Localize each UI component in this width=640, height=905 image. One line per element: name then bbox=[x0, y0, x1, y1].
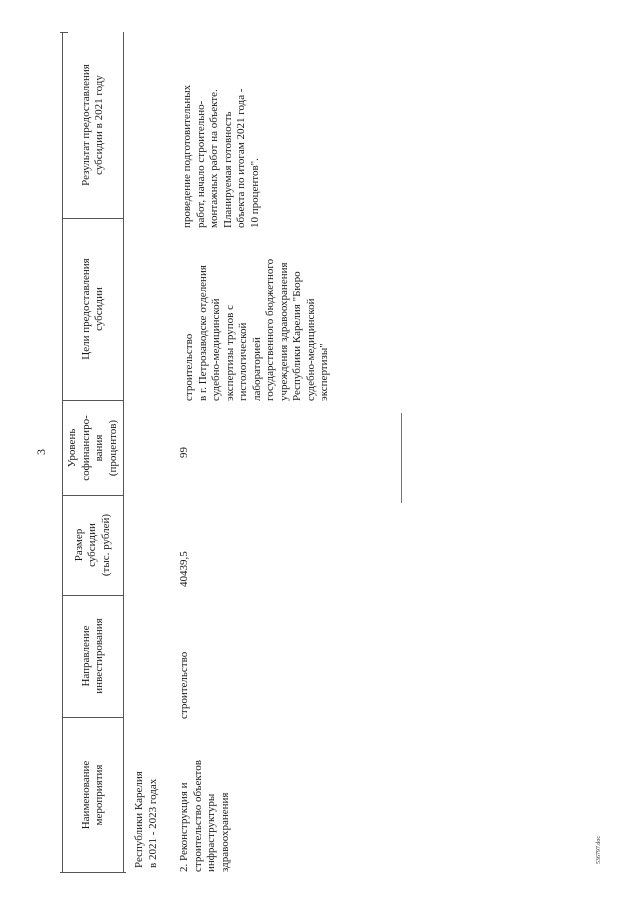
header-goals: Цели предоставления субсидии bbox=[79, 258, 105, 360]
table-bottom-border bbox=[60, 872, 126, 873]
header-size: Размер субсидии (тыс. рублей) bbox=[72, 513, 112, 577]
row-level: 99 bbox=[178, 447, 190, 458]
col-divider-5 bbox=[62, 717, 123, 718]
separator-line bbox=[401, 413, 402, 503]
file-code: 536797.doc bbox=[596, 835, 602, 865]
header-result: Результат предоставления субсидии в 2021 году bbox=[79, 64, 105, 186]
header-name: Наименование мероприятия bbox=[79, 760, 105, 830]
row-goals: строительство в г. Петрозаводске отделения судебно-медицинской экспертизы трупов с гистологической лабораторией государственного бюджетного учреждения здравоохранения Республики Карелия "Бюро судебно-медицинской экспертизы" bbox=[183, 258, 330, 401]
row-size: 40439,5 bbox=[178, 551, 190, 587]
page-number: 3 bbox=[34, 449, 48, 455]
continuation-text: Республики Карелия в 2021 - 2023 годах bbox=[133, 771, 159, 868]
header-direction: Направление инвестирования bbox=[79, 618, 105, 694]
header-level: Уровень софинансиро- вания (процентов) bbox=[66, 415, 119, 481]
row-name: 2. Реконструкция и строительство объектов инфраструктуры здравоохранения bbox=[178, 760, 231, 872]
row-direction: строительство bbox=[178, 651, 190, 719]
row-result: проведение подготовительных работ, начало строительно- монтажных работ на объекте. Планируемая готовность объекта по итогам 2021 года - 10 процентов". bbox=[181, 84, 261, 228]
header-bottom-border bbox=[123, 32, 124, 872]
